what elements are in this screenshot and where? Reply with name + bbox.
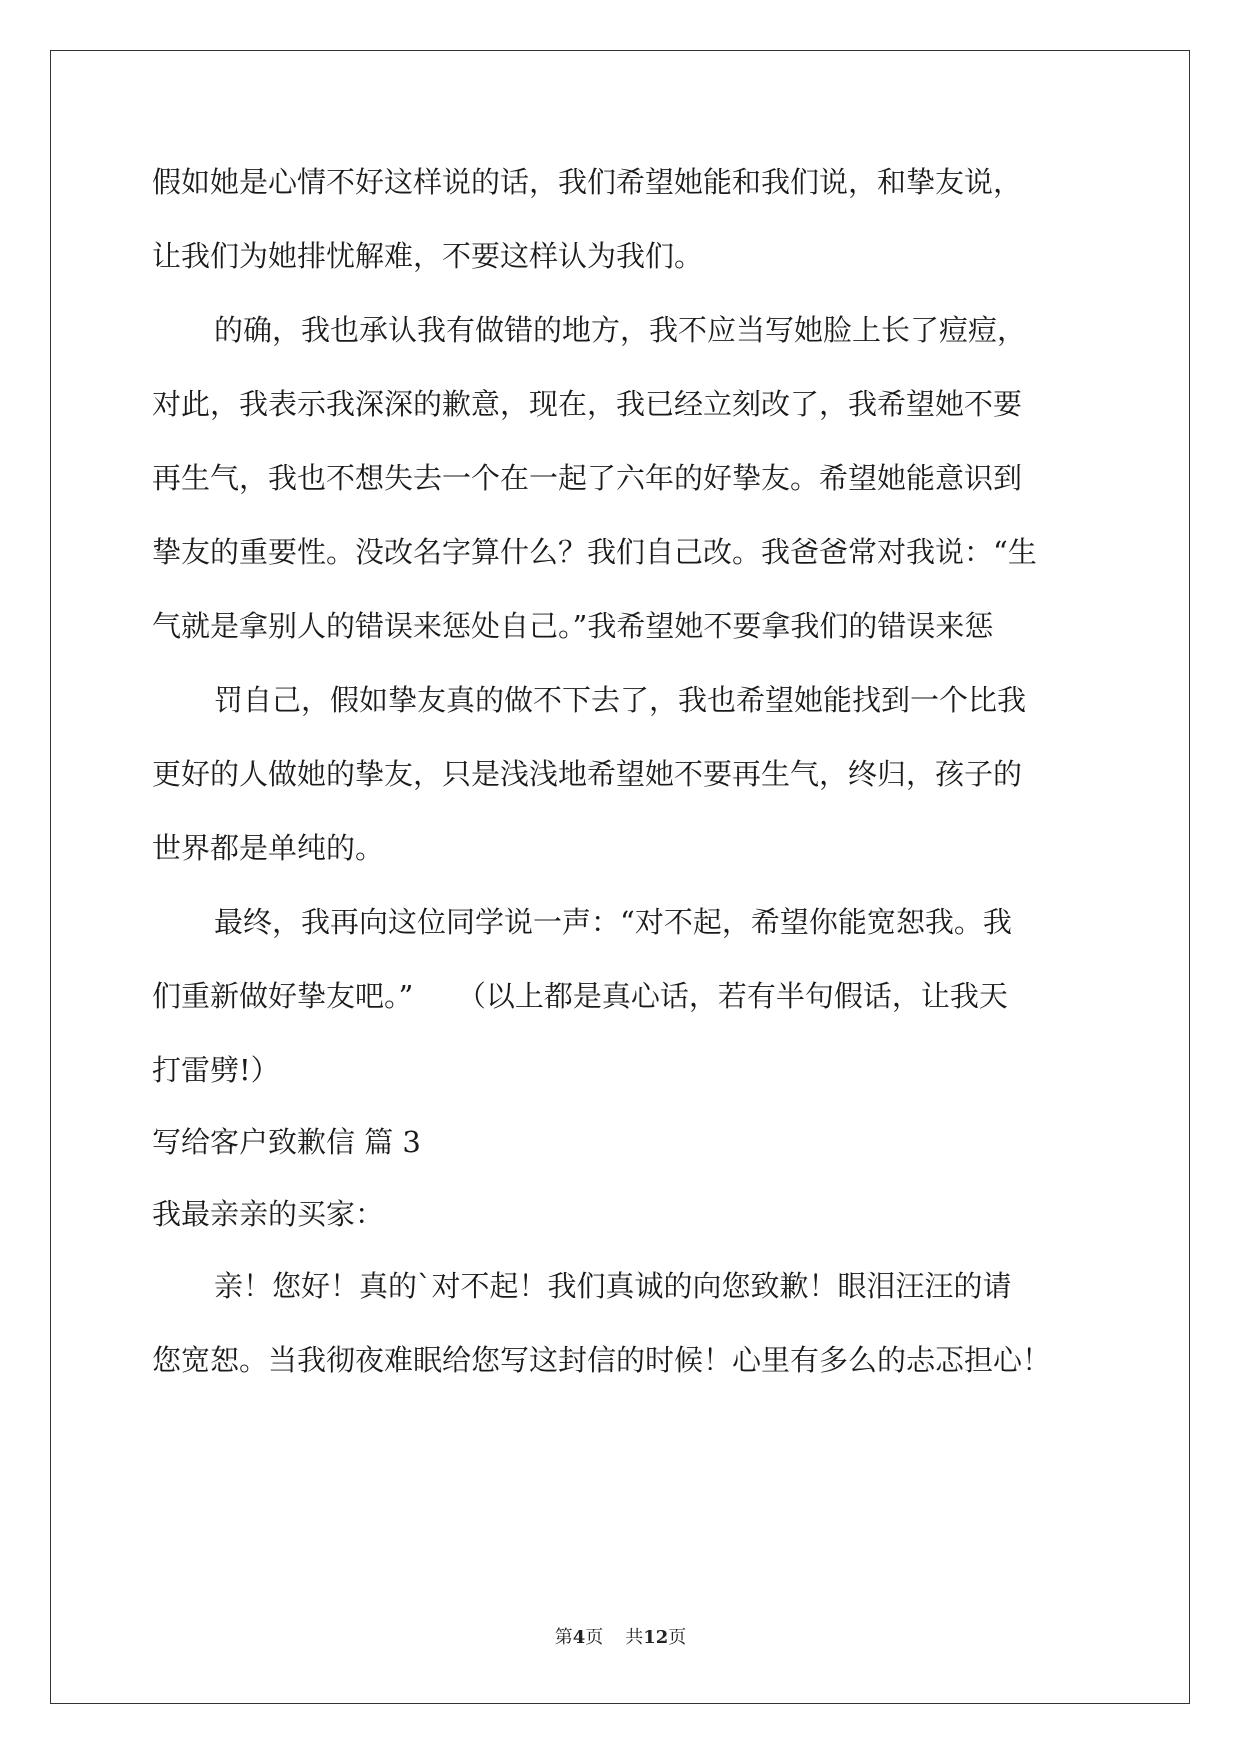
page-prefix: 第 bbox=[554, 1627, 573, 1648]
page-word: 页 bbox=[585, 1627, 604, 1648]
paragraph-line: 们重新做好挚友吧。” （以上都是真心话，若有半句假话，让我天 bbox=[152, 979, 1008, 1013]
paragraph-line: 打雷劈!） bbox=[152, 1053, 280, 1087]
paragraph-line: 更好的人做她的挚友，只是浅浅地希望她不要再生气，终归，孩子的 bbox=[152, 757, 1023, 791]
total-suffix: 页 bbox=[668, 1627, 687, 1648]
paragraph-line: 罚自己，假如挚友真的做不下去了，我也希望她能找到一个比我 bbox=[214, 683, 1027, 717]
paragraph-line: 让我们为她排忧解难，不要这样认为我们。 bbox=[152, 239, 704, 273]
page-border bbox=[50, 50, 1190, 1704]
paragraph-line: 最终，我再向这位同学说一声：“对不起，希望你能宽恕我。我 bbox=[214, 905, 1012, 939]
current-page-number: 4 bbox=[572, 1627, 586, 1648]
paragraph-line: 假如她是心情不好这样说的话，我们希望她能和我们说，和挚友说， bbox=[152, 165, 1023, 199]
total-prefix: 共 bbox=[625, 1627, 644, 1648]
paragraph-line: 再生气，我也不想失去一个在一起了六年的好挚友。希望她能意识到 bbox=[152, 461, 1023, 495]
paragraph-line: 气就是拿别人的错误来惩处自己。”我希望她不要拿我们的错误来惩 bbox=[152, 609, 994, 643]
total-pages-number: 12 bbox=[643, 1627, 669, 1648]
salutation: 我最亲亲的买家： bbox=[152, 1197, 385, 1231]
page-footer bbox=[0, 1626, 1241, 1650]
paragraph-line: 的确，我也承认我有做错的地方，我不应当写她脸上长了痘痘， bbox=[214, 313, 1027, 347]
paragraph-line: 您宽恕。当我彻夜难眠给您写这封信的时候！心里有多么的忐忑担心！ bbox=[152, 1343, 1052, 1377]
paragraph-line: 亲！您好！真的`对不起！我们真诚的向您致歉！眼泪汪汪的请 bbox=[214, 1269, 1012, 1303]
paragraph-line: 挚友的重要性。没改名字算什么？我们自己改。我爸爸常对我说：“生 bbox=[152, 535, 1037, 569]
paragraph-line: 对此，我表示我深深的歉意，现在，我已经立刻改了，我希望她不要 bbox=[152, 387, 1023, 421]
paragraph-line: 世界都是单纯的。 bbox=[152, 831, 385, 865]
section-heading: 写给客户致歉信 篇 3 bbox=[152, 1125, 421, 1159]
